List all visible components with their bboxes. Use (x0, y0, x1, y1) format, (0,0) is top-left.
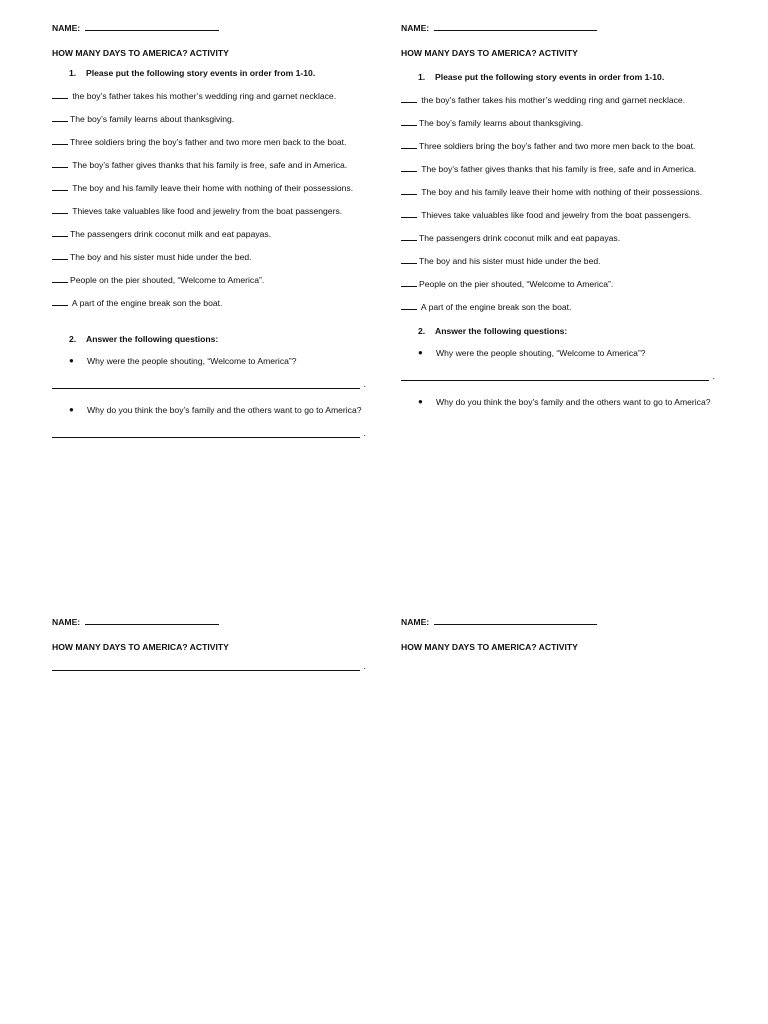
order-blank[interactable] (52, 295, 68, 306)
order-blank[interactable] (52, 226, 68, 237)
question-number: 2. (418, 326, 426, 336)
name-field[interactable] (401, 20, 715, 34)
story-event (401, 138, 715, 153)
story-event (52, 249, 366, 264)
worksheet-copy-bottom-right (401, 614, 715, 660)
story-event (52, 111, 366, 126)
order-blank[interactable] (401, 161, 417, 172)
event-text: People on the pier shouted, “Welcome to America”. (70, 275, 265, 285)
answer-line[interactable] (52, 427, 366, 438)
story-event (52, 272, 366, 287)
question-item (401, 346, 715, 360)
question-item (52, 403, 366, 417)
worksheet-title: HOW MANY DAYS TO AMERICA? ACTIVITY (401, 48, 578, 58)
order-blank[interactable] (52, 272, 68, 283)
question-text: Answer the following questions: (435, 326, 568, 336)
story-event (401, 184, 715, 199)
event-text: The boy’s family learns about thanksgiving. (419, 118, 584, 128)
worksheet-copy-bottom-left (52, 614, 366, 685)
order-blank[interactable] (401, 207, 417, 218)
bullet-icon: ● (418, 397, 423, 406)
bullet-icon: ● (69, 356, 74, 365)
name-blank[interactable] (85, 614, 219, 625)
order-blank[interactable] (401, 138, 417, 149)
story-event (52, 226, 366, 241)
order-blank[interactable] (401, 115, 417, 126)
bullet-icon: ● (69, 405, 74, 414)
story-event (52, 295, 366, 310)
question-text: Why were the people shouting, “Welcome to America”? (436, 348, 646, 358)
question-text: Why do you think the boy’s family and the others want to go to America? (87, 405, 362, 415)
question-number: 2. (69, 334, 77, 344)
story-event (52, 134, 366, 149)
question-1-heading (418, 70, 715, 84)
story-event (401, 230, 715, 245)
line-period: . (363, 379, 366, 389)
event-text: People on the pier shouted, “Welcome to America”. (419, 279, 614, 289)
event-text: The passengers drink coconut milk and eat papayas. (419, 233, 621, 243)
worksheet-title: HOW MANY DAYS TO AMERICA? ACTIVITY (401, 642, 578, 652)
story-event (52, 88, 366, 103)
event-text: Thieves take valuables like food and jewelry from the boat passengers. (72, 206, 343, 216)
name-field[interactable] (52, 20, 366, 34)
order-blank[interactable] (401, 253, 417, 264)
worksheet-title: HOW MANY DAYS TO AMERICA? ACTIVITY (52, 48, 229, 58)
order-blank[interactable] (52, 157, 68, 168)
event-text: The boy’s father gives thanks that his family is free, safe and in America. (72, 160, 348, 170)
name-label: NAME: (401, 617, 430, 627)
name-blank[interactable] (85, 20, 219, 31)
question-item (401, 395, 715, 409)
event-text: the boy’s father takes his mother’s wedding ring and garnet necklace. (72, 91, 337, 101)
order-blank[interactable] (401, 276, 417, 287)
question-1-heading (69, 66, 366, 80)
order-blank[interactable] (401, 299, 417, 310)
story-event (401, 92, 715, 107)
order-blank[interactable] (52, 134, 68, 145)
story-event (52, 180, 366, 195)
line-period: . (363, 661, 366, 671)
story-event (52, 203, 366, 218)
event-text: The boy and his sister must hide under the bed. (419, 256, 601, 266)
story-event (52, 157, 366, 172)
story-event (401, 253, 715, 268)
event-text: Three soldiers bring the boy’s father and two more men back to the boat. (419, 141, 696, 151)
question-text: Answer the following questions: (86, 334, 219, 344)
order-blank[interactable] (401, 184, 417, 195)
event-text: The boy’s family learns about thanksgiving. (70, 114, 235, 124)
event-text: The boy and his family leave their home with nothing of their possessions. (72, 183, 354, 193)
order-blank[interactable] (52, 249, 68, 260)
order-blank[interactable] (52, 111, 68, 122)
question-item (52, 354, 366, 368)
answer-line[interactable] (401, 370, 715, 381)
question-2-heading (418, 324, 715, 338)
line-period: . (712, 371, 715, 381)
event-text: The boy and his family leave their home with nothing of their possessions. (421, 187, 703, 197)
event-text: A part of the engine break son the boat. (420, 302, 572, 312)
name-label: NAME: (52, 617, 81, 627)
event-text: The boy and his sister must hide under the bed. (70, 252, 252, 262)
question-number: 1. (418, 72, 426, 82)
question-text: Please put the following story events in order from 1-10. (435, 72, 665, 82)
line-period: . (363, 428, 366, 438)
story-event (401, 299, 715, 314)
order-blank[interactable] (52, 203, 68, 214)
worksheet-copy-top-left (52, 20, 366, 452)
order-blank[interactable] (52, 180, 68, 191)
question-text: Please put the following story events in order from 1-10. (86, 68, 316, 78)
question-text: Why do you think the boy’s family and the others want to go to America? (436, 397, 711, 407)
worksheet-copy-top-right (401, 20, 715, 419)
name-field[interactable] (52, 614, 366, 628)
name-label: NAME: (401, 23, 430, 33)
answer-line[interactable] (52, 378, 366, 389)
order-blank[interactable] (401, 230, 417, 241)
event-text: Thieves take valuables like food and jewelry from the boat passengers. (421, 210, 692, 220)
name-label: NAME: (52, 23, 81, 33)
question-number: 1. (69, 68, 77, 78)
story-event (401, 207, 715, 222)
event-text: Three soldiers bring the boy’s father and two more men back to the boat. (70, 137, 347, 147)
story-event (401, 276, 715, 291)
event-text: The passengers drink coconut milk and eat papayas. (70, 229, 272, 239)
question-2-heading (69, 332, 366, 346)
name-field[interactable] (401, 614, 715, 628)
order-blank[interactable] (52, 88, 68, 99)
name-blank[interactable] (434, 614, 597, 625)
question-text: Why were the people shouting, “Welcome to America”? (87, 356, 297, 366)
name-blank[interactable] (434, 20, 597, 31)
answer-line[interactable] (52, 660, 366, 671)
event-text: A part of the engine break son the boat. (71, 298, 223, 308)
event-text: The boy’s father gives thanks that his family is free, safe and in America. (421, 164, 697, 174)
event-text: the boy’s father takes his mother’s wedding ring and garnet necklace. (421, 95, 686, 105)
story-event (401, 161, 715, 176)
bullet-icon: ● (418, 348, 423, 357)
worksheet-title: HOW MANY DAYS TO AMERICA? ACTIVITY (52, 642, 229, 652)
order-blank[interactable] (401, 92, 417, 103)
story-event (401, 115, 715, 130)
